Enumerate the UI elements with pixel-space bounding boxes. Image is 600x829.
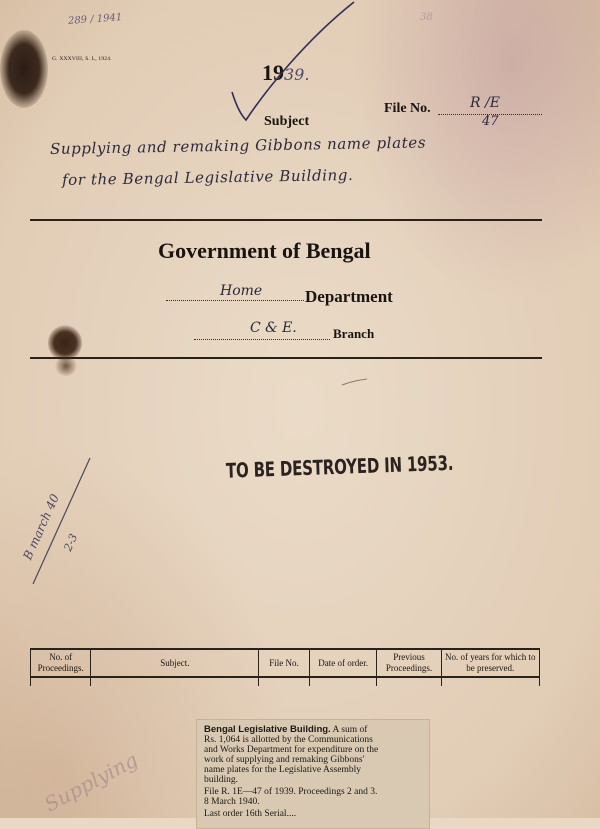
branch-handwritten: C & E.	[250, 320, 297, 336]
department-handwritten: Home	[220, 283, 263, 299]
form-code: G. XXXVIII, S. L, 1924.	[52, 56, 112, 62]
subject-heading: Subject	[264, 114, 310, 129]
col-date-of-order: Date of order.	[309, 649, 377, 677]
subject-line-1: Supplying and remaking Gibbons name plates	[49, 133, 427, 158]
slip-line-4: work of supplying and remaking Gibbons'	[204, 755, 365, 765]
file-no-bottom: 47	[482, 114, 499, 129]
slip-line-2: Rs. 1,064 is allotted by the Communications	[204, 735, 373, 745]
ink-stain-top-left	[0, 30, 48, 108]
diagonal-note-2: 2-3	[61, 531, 81, 554]
branch-line	[194, 339, 330, 340]
pencil-mark-icon	[340, 376, 370, 388]
file-no-label: File No.	[384, 101, 431, 116]
diagonal-note: B march 40	[20, 491, 62, 563]
year-handwritten: 39.	[284, 65, 310, 84]
slip-title: Bengal Legislative Building.	[204, 724, 331, 735]
col-subject: Subject.	[91, 649, 259, 677]
year-printed: 19	[262, 60, 284, 85]
check-mark-icon	[226, 0, 361, 125]
branch-label: Branch	[333, 326, 375, 341]
slip-line-6: building.	[204, 775, 239, 785]
slip-line-7: File R. 1E—47 of 1939. Proceedings 2 and 3.	[204, 787, 378, 797]
diagonal-line-icon	[30, 456, 92, 588]
file-no-top: R /E	[470, 95, 500, 111]
slip-line-1-rest: A sum of	[332, 725, 368, 735]
slip-line-10: Last order 16th Serial....	[204, 809, 297, 819]
faint-stamp-number: 38	[420, 12, 433, 23]
ink-stain-left-small	[55, 356, 77, 376]
table-header-row	[31, 649, 540, 677]
subject-line-2: for the Bengal Legislative Building.	[61, 165, 354, 189]
table-row	[31, 677, 540, 686]
divider-top	[30, 219, 542, 221]
col-previous-proceedings: Previous Proceedings.	[377, 649, 441, 677]
slip-line-1	[204, 725, 423, 735]
col-file-no: File No.	[259, 649, 310, 677]
faint-pencil-note: Supplying	[40, 747, 142, 817]
slip-line-8: 8 March 1940.	[204, 797, 260, 807]
col-no-of-proceedings: No. of Proceedings.	[31, 649, 91, 677]
pasted-slip	[196, 719, 430, 829]
handwritten-corner-number: 289 / 1941	[67, 12, 123, 27]
government-title: Government of Bengal	[158, 238, 371, 263]
slip-line-3: and Works Department for expenditure on the	[204, 745, 379, 755]
department-label: Department	[305, 287, 393, 306]
slip-line-5: name plates for the Legislative Assembly	[204, 765, 361, 775]
col-years-preserved: No. of years for which to be preserved.	[441, 649, 539, 677]
proceedings-table	[30, 648, 540, 686]
destroy-stamp: TO BE DESTROYED IN 1953.	[225, 450, 454, 484]
department-line	[166, 300, 304, 301]
divider-middle	[30, 357, 542, 359]
